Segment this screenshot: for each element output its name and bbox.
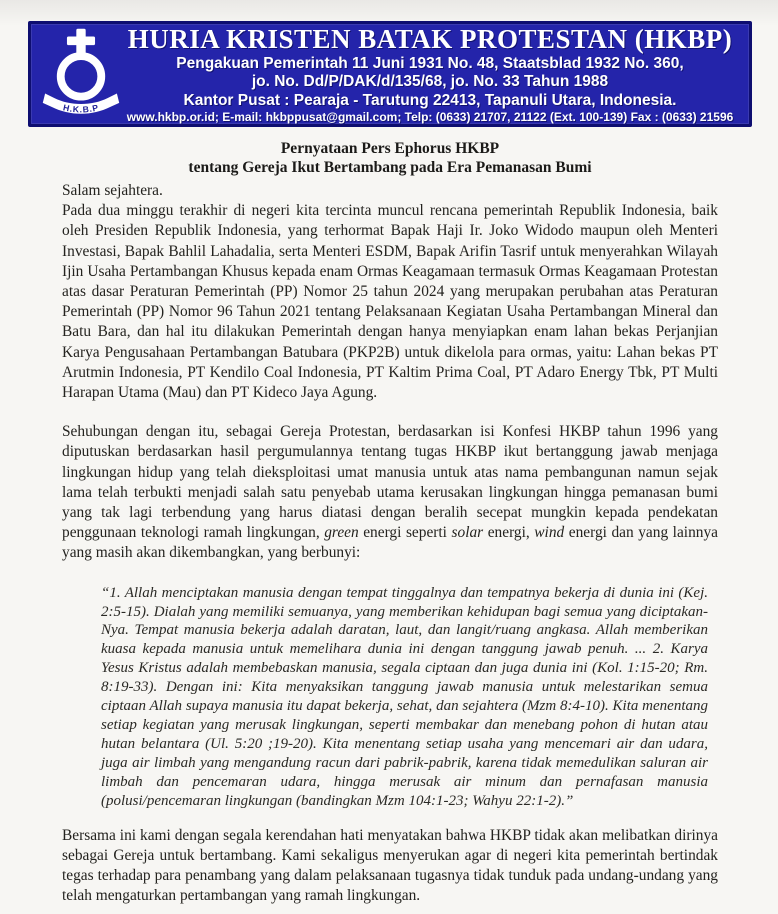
greeting-line: Salam sejahtera. (62, 182, 163, 199)
letterhead (28, 21, 752, 127)
paragraph2-text-2: energi seperti (358, 524, 452, 542)
paragraph2-text-3: energi, (483, 524, 535, 542)
logo-banner-text: H.K.B.P (62, 102, 100, 115)
address-line: Kantor Pusat : Pearaja - Tarutung 22413, Tapanuli Utara, Indonesia. (183, 91, 677, 109)
statement-title-line-1: Pernyataan Pers Ephorus HKBP (280, 140, 500, 157)
paragraph2-italic-green: green (324, 524, 359, 542)
recognition-line-1: Pengakuan Pemerintah 11 Juni 1931 No. 48, Staatsblad 1932 No. 360, (176, 54, 684, 72)
letterhead-text (125, 24, 739, 125)
hkbp-cross-ring-emblem-icon (42, 27, 120, 121)
statement-title-line-2: tentang Gereja Ikut Bertambang pada Era Pemanasan Bumi (188, 159, 592, 176)
paragraph-closing-statement: Bersama ini kami dengan segala kerendahan hati menyatakan bahwa HKBP tidak akan melibatkan dirinya sebagai Gereja untuk bertambang. Kami sekaligus menyerukan agar di negeri kita pemerintah bertindak tegas terhadap para penambang yang dalam pelaksanaan tugasnya tidak tunduk pada undang-undang yang telah mengaturkan pertambangan yang ramah lingkungan. (62, 826, 718, 905)
contact-line: www.hkbp.or.id; E-mail: hkbppusat@gmail.com; Telp: (0633) 21707, 21122 (Ext. 100-139) Fax : (0633) 21596 (126, 109, 734, 124)
paragraph2-italic-wind: wind (534, 524, 565, 542)
paragraph2-italic-solar: solar (451, 524, 484, 542)
paragraph-confession-basis (62, 422, 718, 563)
hkbp-logo (37, 26, 125, 122)
statement-body (28, 127, 752, 906)
confession-quote-block: “1. Allah menciptakan manusia dengan tempat tinggalnya dan tempatnya bekerja di dunia ini (Kej. 2:5-15). Dialah yang memiliki semuanya, yang memberikan kehidupan bagi semua yang diciptakan-Nya. Tempat manusia bekerja adalah daratan, laut, dan langit/ruang angkasa. Allah memberikan kuasa kepada manusia untuk memelihara dunia ini dengan tanggung jawab penuh. ... 2. Karya Yesus Kristus adalah membebaskan manusia, segala ciptaan dan juga dunia ini (Kol. 1:15-20; Rm. 8:19-33). Dengan ini: Kita menyaksikan tanggung jawab manusia untuk melestarikan semua ciptaan Allah supaya manusia itu dapat bekerja, sehat, dan sejahtera (Mzm 8:4-10). Kita menentang setiap kegiatan yang merusak lingkungan, seperti membakar dan menebang pohon di hutan atau hutan belantara (Ul. 5:20 ;19-20). Kita menentang setiap usaha yang mencemari air dan udara, juga air limbah yang mengandung racun dari pabrik-pabrik, karena tidak memedulikan saluran air limbah dan pencemaran udara, hingga merusak air minum dan pernafasan manusia (polusi/pencemaran lingkungan (bandingkan Mzm 104:1-23; Wahyu 22:1-2).” (101, 584, 708, 809)
paragraph-mining-plan: Pada dua minggu terakhir di negeri kita tercinta muncul rencana pemerintah Republik Indonesia, baik oleh Presiden Republik Indonesia, yang terhormat Bapak Haji Ir. Joko Widodo maupun oleh Menteri Investasi, Bapak Bahlil Lahadalia, serta Menteri ESDM, Bapak Arifin Tasrif untuk menyerahkan Wilayah Ijin Usaha Pertambangan Khusus kepada enam Ormas Keagamaan termasuk Ormas Keagamaan Protestan atas dasar Peraturan Pemerintah (PP) Nomor 25 tahun 2024 yang merupakan perubahan atas Peraturan Pemerintah (PP) Nomor 96 Tahun 2021 tentang Pelaksanaan Kegiatan Usaha Pertambangan Mineral dan Batu Bara, dan hal itu dilakukan Pemerintah dengan hanya menyiapkan enam lahan bekas Perjanjian Karya Pengusahaan Pertambangan Batubara (PKP2B) untuk dikelola para ormas, yaitu: Lahan bekas PT Arutmin Indonesia, PT Kendilo Coal Indonesia, PT Kaltim Prima Coal, PT Adaro Energy Tbk, PT Multi Harapan Utama (Mau) dan PT Kideco Jaya Agung. (62, 202, 718, 402)
paragraph2-text-4: energi dan yang lainnya yang masih akan dikembangkan, yang berbunyi: (62, 524, 718, 562)
org-name: HURIA KRISTEN BATAK PROTESTAN (HKBP) (127, 23, 733, 54)
paragraph2-text-1: Sehubungan dengan itu, sebagai Gereja Protestan, berdasarkan isi Konfesi HKBP tahun 1996 yang diputuskan berdasarkan hasil pergumulannya tentang tugas HKBP ikut bertanggung jawab menjaga lingkungan hidup yang telah dieksploitasi umat manusia untuk atas nama pembangunan namun sejak lama telah terbukti menjadi salah satu penyebab utama kerusakan lingkungan hingga pemanasan bumi yang tak lagi terbendung yang harus diatasi dengan beralih secepat mungkin kepada pendekatan penggunaan teknologi ramah lingkungan, (62, 423, 718, 542)
recognition-line-2: jo. No. Dd/P/DAK/d/135/68, jo. No. 33 Tahun 1988 (251, 73, 609, 91)
